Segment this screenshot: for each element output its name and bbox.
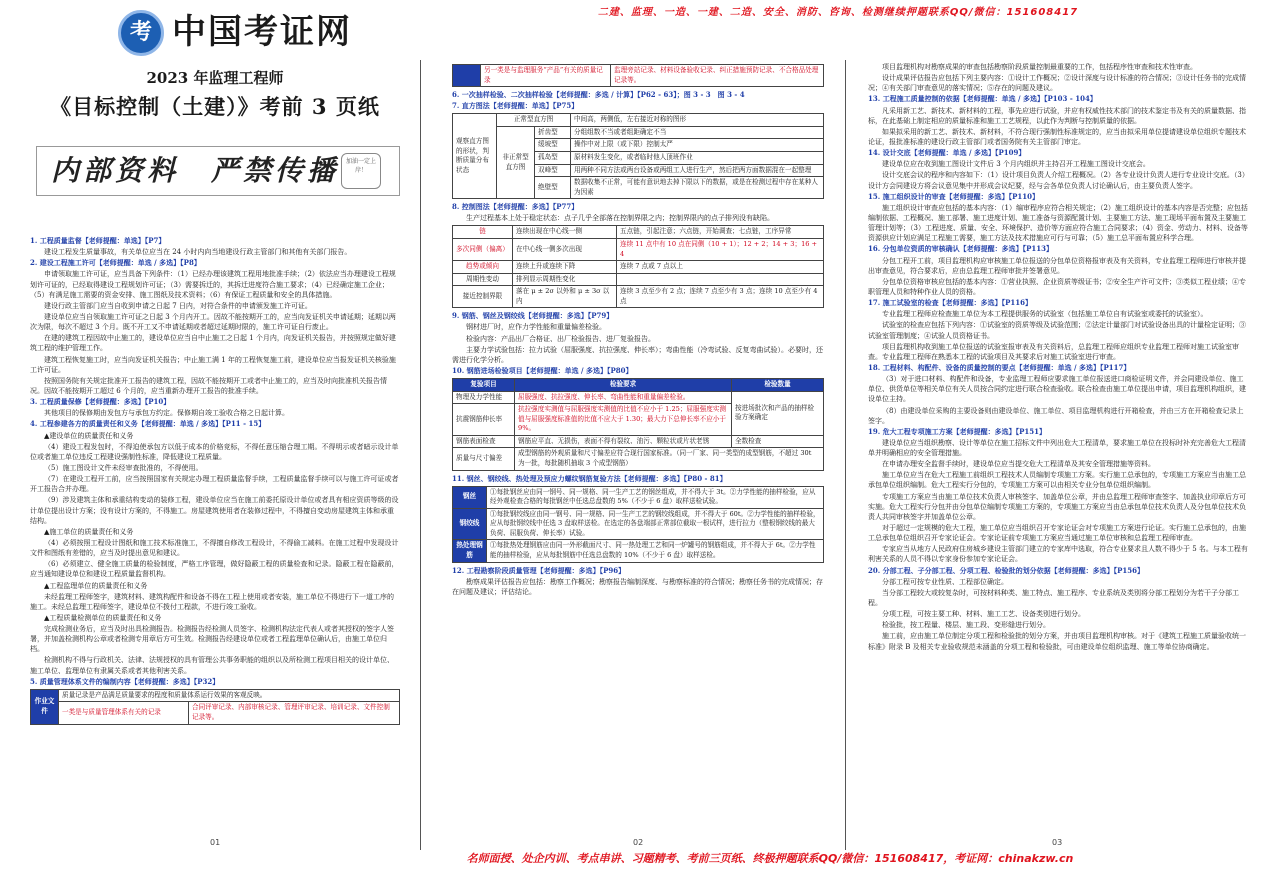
paragraph: （4）建设工程发包时，不得迫使承包方以低于成本的价格竞标，不得任意压缩合理工期。不得明示或者暗示设计单位或者施工单位违反工程建设强制性标准，降低建设工程质量。 — [30, 442, 399, 461]
section-heading: 12. 工程勘察阶段质量管理【老师提醒：多选】【P96】 — [452, 565, 626, 575]
paragraph: （4）必须按照工程设计图纸和施工技术标准施工，不得擅自修改工程设计，不得偷工减料。在施工过程中发现设计文件和图纸有差错的，应当及时提出意见和建议。 — [30, 538, 399, 558]
paragraph: ▲工程监理单位的质量责任和义务 — [44, 581, 148, 590]
rebar-cell: 钢筋应平直、无损伤，表面不得有裂纹、油污、颗粒状或片状老锈 — [515, 435, 732, 448]
qms-cell: 监理旁站记录、材料设备验收记录、纠正措施预防记录、不合格品处理记录等。 — [611, 65, 824, 87]
qms-cell: 质量记录是产品满足质量要求的程度和质量体系运行效果的客观反映。 — [59, 689, 400, 702]
wire-table — [452, 486, 824, 563]
section-heading: 5. 质量管理体系文件的编制内容【老师提醒：多选】【P32】 — [30, 676, 220, 686]
section-heading: 15. 施工组织设计的审查【老师提醒：多选】【P110】 — [868, 191, 1039, 201]
paragraph: 检验批，按工程量、楼层、施工段、变形缝进行划分。 — [882, 621, 1050, 630]
ctrl-cell: 排列显示周期性变化 — [513, 273, 617, 286]
paragraph: 专家应当从地方人民政府住房城乡建设主管部门建立的专家库中选取，符合专业要求且人数不得少于 5 名。与本工程有利害关系的人员不得以专家身份参加专家论证会。 — [868, 545, 1248, 564]
rebar-cell: 钢筋表面检查 — [453, 435, 515, 448]
page-number: 02 — [633, 838, 644, 848]
paragraph: 检测机构不得与行政机关、法律、法规授权的具有管理公共事务职能的组织以及所检测工程项目相关的设计单位、施工单位、监理单位有隶属关系或者其他利害关系。 — [30, 656, 394, 675]
rebar-cell: 成型钢筋的外观质量和尺寸偏差应符合现行国家标准。（同一厂家、同一类型的成型钢筋，不超过 30t 为一批，每批随机抽取 3 个成型钢筋） — [515, 448, 824, 470]
top-banner: 二建、监理、一造、一建、二造、安全、消防、咨询、检测继续押题联系QQ/微信：151608417 — [597, 7, 1079, 18]
rebar-head: 复验项目 — [453, 379, 515, 392]
paragraph: 其他项目的保修期由发包方与承包方约定。保修期自竣工验收合格之日起计算。 — [44, 409, 289, 418]
paragraph: （3）对于进口材料、构配件和设备，专业监理工程师应要求施工单位报送进口商检证明文件，并会同建设单位、施工单位、供货单位等相关单位有关人员按合同约定进行联合检查验收。联合检查由施工单位提出申请，项目监理机构组织，建设单位主持。 — [868, 375, 1246, 404]
section-heading: 20. 分部工程、子分部工程、分项工程、检验批的划分依据【老师提醒：多选】【P156】 — [868, 565, 1144, 575]
paragraph: 建设单位应在收到施工图设计文件后 3 个月内组织并主持召开工程施工图设计交底会。 — [882, 160, 1150, 169]
column-3 — [868, 62, 1248, 871]
paragraph: ▲施工单位的质量责任和义务 — [44, 527, 134, 536]
page-number: 03 — [1052, 838, 1063, 848]
section-heading: 10. 钢筋进场检验项目【老师提醒：单选 / 多选】【P80】 — [452, 366, 633, 376]
paragraph: 主要力学试验包括：拉力试验（屈服强度、抗拉强度、伸长率）；弯曲性能（冷弯试验、反复弯曲试验）。必要时，还需进行化学分析。 — [452, 345, 823, 364]
paragraph: 当分部工程较大或较复杂时，可按材料种类、施工特点、施工程序、专业系统及类别将分部工程划分为若干子分部工程。 — [868, 588, 1239, 608]
paragraph: 在申请办理安全监督手续时，建设单位应当提交危大工程清单及其安全管理措施等资料。 — [882, 460, 1155, 469]
wire-lead: 钢丝 — [453, 486, 487, 508]
paragraph: 试验室的检查应包括下列内容：①试验室的资质等级及试验范围；②法定计量部门对试验设备出具的计量检定证明；③试验室管理制度；④试验人员资格证书。 — [868, 321, 1246, 340]
hist-desc: 原材料发生变化，或者临时他人顶班作业 — [571, 152, 824, 165]
section-heading: 16. 分包单位资质的审核确认【老师提醒：多选】【P113】 — [868, 244, 1053, 254]
page-number: 01 — [210, 838, 221, 848]
rebar-cell: 抗拉强度实测值与屈服强度实测值的比值不应小于 1.25；屈服强度实测值与屈服强度标准值的比值不应大于 1.30；最大力下总伸长率不应小于 9%。 — [515, 404, 732, 436]
rebar-cell: 屈服强度、抗拉强度、伸长率、弯曲性能和重量偏差检验。 — [515, 391, 732, 404]
hist-type: 孤岛型 — [535, 152, 571, 165]
paragraph: 设计成果评估报告应包括下列主要内容：①设计工作概况；②设计深度与设计标准的符合情况；③设计任务书的完成情况；④有关部门审查意见的落实情况；⑤存在的问题及建议。 — [868, 74, 1246, 93]
hist-desc: 数据收集不正常，可能有意识地去掉下限以下的数据，或是在检测过程中存在某种人为因素 — [571, 177, 824, 199]
rebar-cell: 按进场批次和产品的抽样检验方案确定 — [732, 391, 824, 435]
hist-desc: 分组组数不当或者组距确定不当 — [571, 126, 824, 139]
paragraph: 专项施工方案应当由施工单位技术负责人审核签字、加盖单位公章，并由总监理工程师审查签字、加盖执业印章后方可实施。危大工程实行分包并由分包单位编制专项施工方案的，专项施工方案应当由总承包单位技术负责人及分包单位技术负责人共同审核签字并加盖单位公章。 — [868, 492, 1246, 521]
qms-table-cont — [452, 64, 824, 87]
rebar-cell: 抗震钢筋伸长率 — [453, 404, 515, 436]
wire-cell: ①每批热处理钢筋应由同一外形截面尺寸、同一热处理工艺和同一炉罐号的钢筋组成，并不得大于 6t。②力学性能的抽样检验，应从每批钢筋中任选总盘数的 10%（不少于 6 盘）取样送检。 — [487, 540, 824, 562]
paragraph: 专业监理工程师应检查施工单位为本工程提供服务的试验室（包括施工单位自有试验室或委托的试验室）。 — [882, 310, 1208, 319]
hist-desc: 操作中对上限（或下限）控制太严 — [571, 139, 824, 152]
bottom-banner: 名师面授、处企内训、考点串讲、习题精考、考前三页纸、终极押题联系QQ/微信：151608417，考证网：chinakzw.cn — [466, 852, 1074, 865]
column-2-text-c — [452, 311, 824, 376]
hist-type: 双峰型 — [535, 164, 571, 177]
paragraph: 完成检测业务后，应当及时出具检测报告。检测报告经检测人员签字、检测机构法定代表人或者其授权的签字人签署，并加盖检测机构公章或者检测专用章后方可生效。检测报告经建设单位或者工程监理单位确认后，由施工单位归档。 — [30, 625, 394, 654]
paragraph: 分项工程，可按主要工种、材料、施工工艺、设备类别进行划分。 — [882, 610, 1085, 619]
paragraph: 项目监理机构对勘察成果的审查包括勘察阶段质量控制最重要的工作，包括程序性审查和技术性审查。 — [882, 63, 1197, 71]
section-heading: 3. 工程质量保修【老师提醒：多选】【P10】 — [30, 397, 171, 407]
section-heading: 14. 设计交底【老师提醒：单选 / 多选】【P109】 — [868, 148, 1026, 158]
column-1 — [30, 236, 400, 728]
paragraph: 建筑工程恢复施工时，应当向发证机关报告；中止施工满 1 年的工程恢复施工前，建设单位应当报发证机关核验施工许可证。 — [30, 355, 396, 374]
paragraph: 建设单位应当自领取施工许可证之日起 3 个月内开工。因故不能按期开工的，应当向发证机关申请延期；延期以两次为限，每次不超过 3 个月。既不开工又不申请延期或者超过延期时限的，施工许可证自行废止。 — [30, 312, 396, 332]
rebar-cell: 质量与尺寸偏差 — [453, 448, 515, 470]
paragraph: 按照国务院有关规定批准开工报告的建筑工程，因故不能按期开工或者中止施工的，应当及时向批准机关报告情况。因故不能按期开工超过 6 个月的，应当重新办理开工报告的批准手续。 — [30, 376, 387, 395]
hist-type: 缓坡型 — [535, 139, 571, 152]
paragraph: 勘察成果评估报告应包括：勘察工作概况；勘察报告编制深度、与勘察标准的符合情况；勘察任务书的完成情况；存在问题及建议；评估结论。 — [452, 577, 823, 596]
ctrl-cell: 五点链，引起注意；六点链，开始调查；七点链，工序异常 — [616, 226, 823, 239]
paragraph: 设计交底会议的程序和内容如下：（1）设计项目负责人介绍工程概况。（2）各专业设计负责人进行专业设计交底。（3）设计方会同建设方将会议意见集中并形成会议纪要，经与会各单位负责人讨论确认后，由主要负责人签字。 — [868, 171, 1246, 190]
wire-lead: 钢绞线 — [453, 508, 487, 540]
paragraph: 项目监理机构收到施工单位报送的试验室报审表及有关资料后，总监理工程师应组织专业监理工程师对施工试验室审查。专业监理工程师在熟悉本工程的试验项目及其要求后对施工试验室进行审查。 — [868, 342, 1239, 361]
paragraph: 施工单位应当在危大工程施工前组织工程技术人员编制专项施工方案。实行施工总承包的，专项施工方案应当由施工总承包单位组织编制。危大工程实行分包的，专项施工方案可以由相关专业分包单位组织编制。 — [868, 471, 1246, 490]
doodle-icon: 加油一定上岸！ — [341, 153, 381, 189]
paragraph: 施工组织设计审查应包括的基本内容：（1）编审程序应符合相关规定；（2）施工组织设计的基本内容是否完整；应包括编制依据、工程概况、施工部署、施工进度计划、施工准备与资源配置计划、主要施工方法、施工现场平面布置及主要施工管理计划等；（3）工程进度、质量、安全、环境保护、造价等方面应符合施工合同要求；（4）资金、劳动力、材料、设备等资源供应计划应满足工程施工需要，施工方法及技术措施应可行与可靠；（5）施工总平面布置应科学合理。 — [868, 203, 1248, 243]
section-heading: 13. 工程施工质量控制的依据【老师提醒：单选 / 多选】【P103 - 104】 — [868, 94, 1097, 104]
paragraph: 建设工程发生质量事故，有关单位应当在 24 小时内向当地建设行政主管部门和其他有关部门报告。 — [44, 248, 352, 257]
qms-table — [30, 689, 400, 725]
section-heading: 1. 工程质量监督【老师提醒：单选】【P7】 — [30, 236, 166, 245]
column-2-text-d — [452, 474, 824, 484]
wire-cell: ①每批钢丝应由同一钢号、同一规格、同一生产工艺的钢丝组成，并不得大于 3t。②力学性能的抽样检验，应从经外观检查合格的每批钢丝中任选总盘数的 5%（不少于 6 盘）取样送检试验。 — [487, 486, 824, 508]
internal-stamp-text: 内部资料 严禁传播 — [51, 153, 340, 187]
section-heading: 7. 直方图法【老师提醒：单选】【P75】 — [452, 101, 579, 111]
paragraph: 在建的建筑工程因故中止施工的，建设单位应当自中止施工之日起 1 个月内，向发证机关报告，并按照规定做好建筑工程的维护管理工作。 — [30, 334, 396, 353]
ctrl-cell: 趋势或倾向 — [453, 261, 513, 274]
paragraph: 未经监理工程师签字，建筑材料、建筑构配件和设备不得在工程上使用或者安装，施工单位不得进行下一道工序的施工。未经总监理工程师签字，建设单位不拨付工程款，不进行竣工验收。 — [30, 592, 394, 611]
column-2-text-b — [452, 202, 824, 223]
paragraph: 钢材进厂时，应作力学性能和重量偏差检验。 — [466, 323, 606, 332]
section-heading: 4. 工程参建各方的质量责任和义务【老师提醒：单选 / 多选】【P11 - 15】 — [30, 419, 266, 429]
qms-cell: 合同评审记录、内部审核记录、管理评审记录、培训记录、文件控制记录等。 — [189, 702, 400, 724]
histogram-table — [452, 113, 824, 199]
rebar-head: 检验数量 — [732, 379, 824, 392]
column-2-text-e — [452, 566, 824, 597]
logo — [118, 8, 352, 57]
paragraph: ▲建设单位的质量责任和义务 — [44, 431, 134, 440]
section-heading: 8. 控制图法【老师提醒：多选】【P77】 — [452, 202, 579, 212]
paragraph: （5）施工图设计文件未经审查批准的，不得使用。 — [44, 463, 203, 472]
rebar-head: 检验要求 — [515, 379, 732, 392]
control-chart-table — [452, 225, 824, 308]
rebar-table — [452, 378, 824, 470]
wire-lead: 热处理钢筋 — [453, 540, 487, 562]
ctrl-cell: 连续上升或连续下降 — [513, 261, 617, 274]
column-3-text — [868, 62, 1248, 652]
hist-normal-label: 正常型直方图 — [497, 114, 571, 127]
qms-lead: 作业文件 — [31, 689, 59, 724]
paragraph: ▲工程质量检测单位的质量责任和义务 — [44, 613, 162, 622]
hist-abnormal-label: 非正常型直方图 — [497, 126, 535, 198]
doc-title: 2023 年监理工程师 — [146, 69, 284, 87]
ctrl-cell: 连续 7 点或 7 点以上 — [616, 261, 823, 274]
section-heading: 18. 工程材料、构配件、设备的质量控制的要点【老师提醒：单选 / 多选】【P117】 — [868, 362, 1131, 372]
doc-subtitle: 《目标控制（土建）》考前 3 页纸 — [50, 94, 380, 119]
paragraph: 建设行政主管部门应当自收到申请之日起 7 日内，对符合条件的申请颁发施工许可证。 — [44, 301, 312, 310]
column-divider — [420, 60, 421, 850]
hist-type: 折齿型 — [535, 126, 571, 139]
rebar-cell: 物理及力学性能 — [453, 391, 515, 404]
wire-cell: ①每批钢绞线应由同一钢号、同一规格、同一生产工艺的钢绞线组成，并不得大于 60t。②力学性能的抽样检验，应从每批钢绞线中任选 3 盘取样送检。在选定的各盘端部正常部位截取一根试样，进行拉力（整根钢绞线的最大负荷、屈服负荷、伸长率）试验。 — [487, 508, 824, 540]
section-heading: 2. 建设工程施工许可【老师提醒：单选 / 多选】【P8】 — [30, 258, 201, 268]
paragraph: （7）在建设工程开工前，应当按照国家有关规定办理工程质量监督手续，工程质量监督手续可以与施工许可证或者开工报告合并办理。 — [30, 475, 399, 494]
paragraph: 分包工程开工前，项目监理机构应审核施工单位报送的分包单位资格报审表及有关资料，专业监理工程师进行审核并提出审查意见，符合要求后，应由总监理工程师审批并签署意见。 — [868, 256, 1246, 275]
paragraph: 凡采用新工艺、新技术、新材料的工程，事先应进行试验，并应有权威性技术部门的技术鉴定书及有关的质量数据、指标，在此基础上制定相应的质量标准和施工工艺规程，以此作为判断与控制质量的依据。 — [868, 106, 1246, 125]
ctrl-cell: 多次同侧（偏离） — [453, 239, 513, 261]
paragraph: 分部工程可按专业性质、工程部位确定。 — [882, 577, 1008, 586]
paragraph: 如果拟采用的新工艺、新技术、新材料，不符合现行强制性标准规定的，应当由拟采用单位提请建设单位组织专题技术论证，报批准标准的建设行政主管部门或者国务院有关主管部门审定。 — [868, 127, 1246, 146]
paragraph: （8）由建设单位采购的主要设备则由建设单位、施工单位、项目监理机构进行开箱检查，并由三方在开箱检查记录上签字。 — [868, 406, 1244, 425]
paragraph: 建设单位应当组织勘察、设计等单位在施工招标文件中列出危大工程清单，要求施工单位在投标时补充完善危大工程清单并明确相应的安全管理措施。 — [868, 438, 1246, 458]
hist-lead: 观察直方图的形状，判断质量分布状态 — [453, 114, 497, 199]
column-divider — [845, 60, 846, 850]
ctrl-cell: 接近控制界限 — [453, 286, 513, 308]
section-heading: 9. 钢筋、钢丝及钢绞线【老师提醒：多选】【P79】 — [452, 311, 614, 321]
column-2-text-a — [452, 90, 824, 111]
ctrl-cell: 周期性变动 — [453, 273, 513, 286]
logo-mark-icon: 考 — [118, 10, 164, 56]
paragraph: （6）必须建立、健全施工质量的检验制度，严格工序管理，做好隐蔽工程的质量检查和记录。隐蔽工程在隐蔽前，应当通知建设单位和建设工程质量监督机构。 — [30, 560, 399, 579]
ctrl-cell: 连续出现在中心线一侧 — [513, 226, 617, 239]
section-heading: 6. 一次抽样检验、二次抽样检验【老师提醒：多选 / 计算】【P62 - 63】；图 3 - 3 图 3 - 4 — [452, 90, 745, 100]
qms-lead — [453, 65, 481, 87]
column-2 — [452, 62, 824, 871]
paragraph: 分包单位资格审核应包括的基本内容：①营业执照、企业资质等级证书；②安全生产许可文件；③类似工程业绩；④专职管理人员和特种作业人员的资格。 — [868, 277, 1246, 296]
paragraph: 检验内容：产品出厂合格证、出厂检验报告、进厂复验报告。 — [466, 334, 655, 343]
paragraph: 施工前，应由施工单位制定分项工程和检验批的划分方案，并由项目监理机构审核。对于《建筑工程施工质量验收统一标准》附录 B 及相关专业验收规范未涵盖的分项工程和检验批，可由建设单位组织监理、施工等单位协商确定。 — [868, 632, 1246, 651]
paragraph: 生产过程基本上处于稳定状态：点子几乎全部落在控制界限之内；控制界限内的点子排列没有缺陷。 — [466, 214, 774, 223]
hist-type: 绝壁型 — [535, 177, 571, 199]
rebar-cell: 全数检查 — [732, 435, 824, 448]
ctrl-cell: 链 — [453, 226, 513, 239]
paragraph: 对于超过一定规模的危大工程，施工单位应当组织召开专家论证会对专项施工方案进行论证。实行施工总承包的，由施工总承包单位组织召开专家论证会。专家论证前专项施工方案应当通过施工单位审核和总监理工程师审查。 — [868, 524, 1246, 543]
section-heading: 17. 施工试验室的检查【老师提醒：多选】【P116】 — [868, 298, 1032, 308]
column-1-text — [30, 236, 400, 687]
ctrl-cell: 连续 3 点至少有 2 点；连续 7 点至少有 3 点；连续 10 点至少有 4 点 — [616, 286, 823, 308]
qms-cell: 一类是与质量管理体系有关的记录 — [59, 702, 189, 724]
hist-desc: 用两种不同方法或两台设备或两组工人进行生产，然后把两方面数据混在一起整理 — [571, 164, 824, 177]
ctrl-cell — [616, 273, 823, 286]
section-heading: 11. 钢丝、钢绞线、热处理及预应力螺纹钢筋复验方法【老师提醒：多选】【P80 - 81】 — [452, 473, 727, 483]
logo-text: 中国考证网 — [172, 12, 352, 52]
paragraph: （9）涉及建筑主体和承重结构变动的装修工程，建设单位应当在施工前委托原设计单位或者具有相应资质等级的设计单位提出设计方案；没有设计方案的，不得施工。房屋建筑使用者在装修过程中，不得擅自变动房屋建筑主体和承重结构。 — [30, 496, 399, 525]
internal-stamp — [36, 146, 400, 196]
ctrl-cell: 落在 μ ± 2σ 以外和 μ ± 3σ 以内 — [513, 286, 617, 308]
qms-cell: 另一类是与监理服务“产品”有关的质量记录 — [481, 65, 611, 87]
ctrl-cell: 连续 11 点中有 10 点在同侧（10 + 1）；12 + 2；14 + 3；16 + 4 — [616, 239, 823, 261]
paragraph: 申请领取施工许可证，应当具备下列条件：（1）已经办理该建筑工程用地批准手续；（2）依法应当办理建设工程规划许可证的，已经取得建设工程规划许可证；（3）需要拆迁的，其拆迁进度符合施工要求；（4）已经确定施工企业；（5）有满足施工需要的资金安排、施工图纸及技术资料；（6）有保证工程质量和安全的具体措施。 — [30, 270, 396, 299]
ctrl-cell: 在中心线一侧多次出现 — [513, 239, 617, 261]
hist-normal-desc: 中间高，两侧低，左右接近对称的图形 — [571, 114, 824, 127]
section-heading: 19. 危大工程专项施工方案【老师提醒：多选】【P151】 — [868, 426, 1046, 436]
